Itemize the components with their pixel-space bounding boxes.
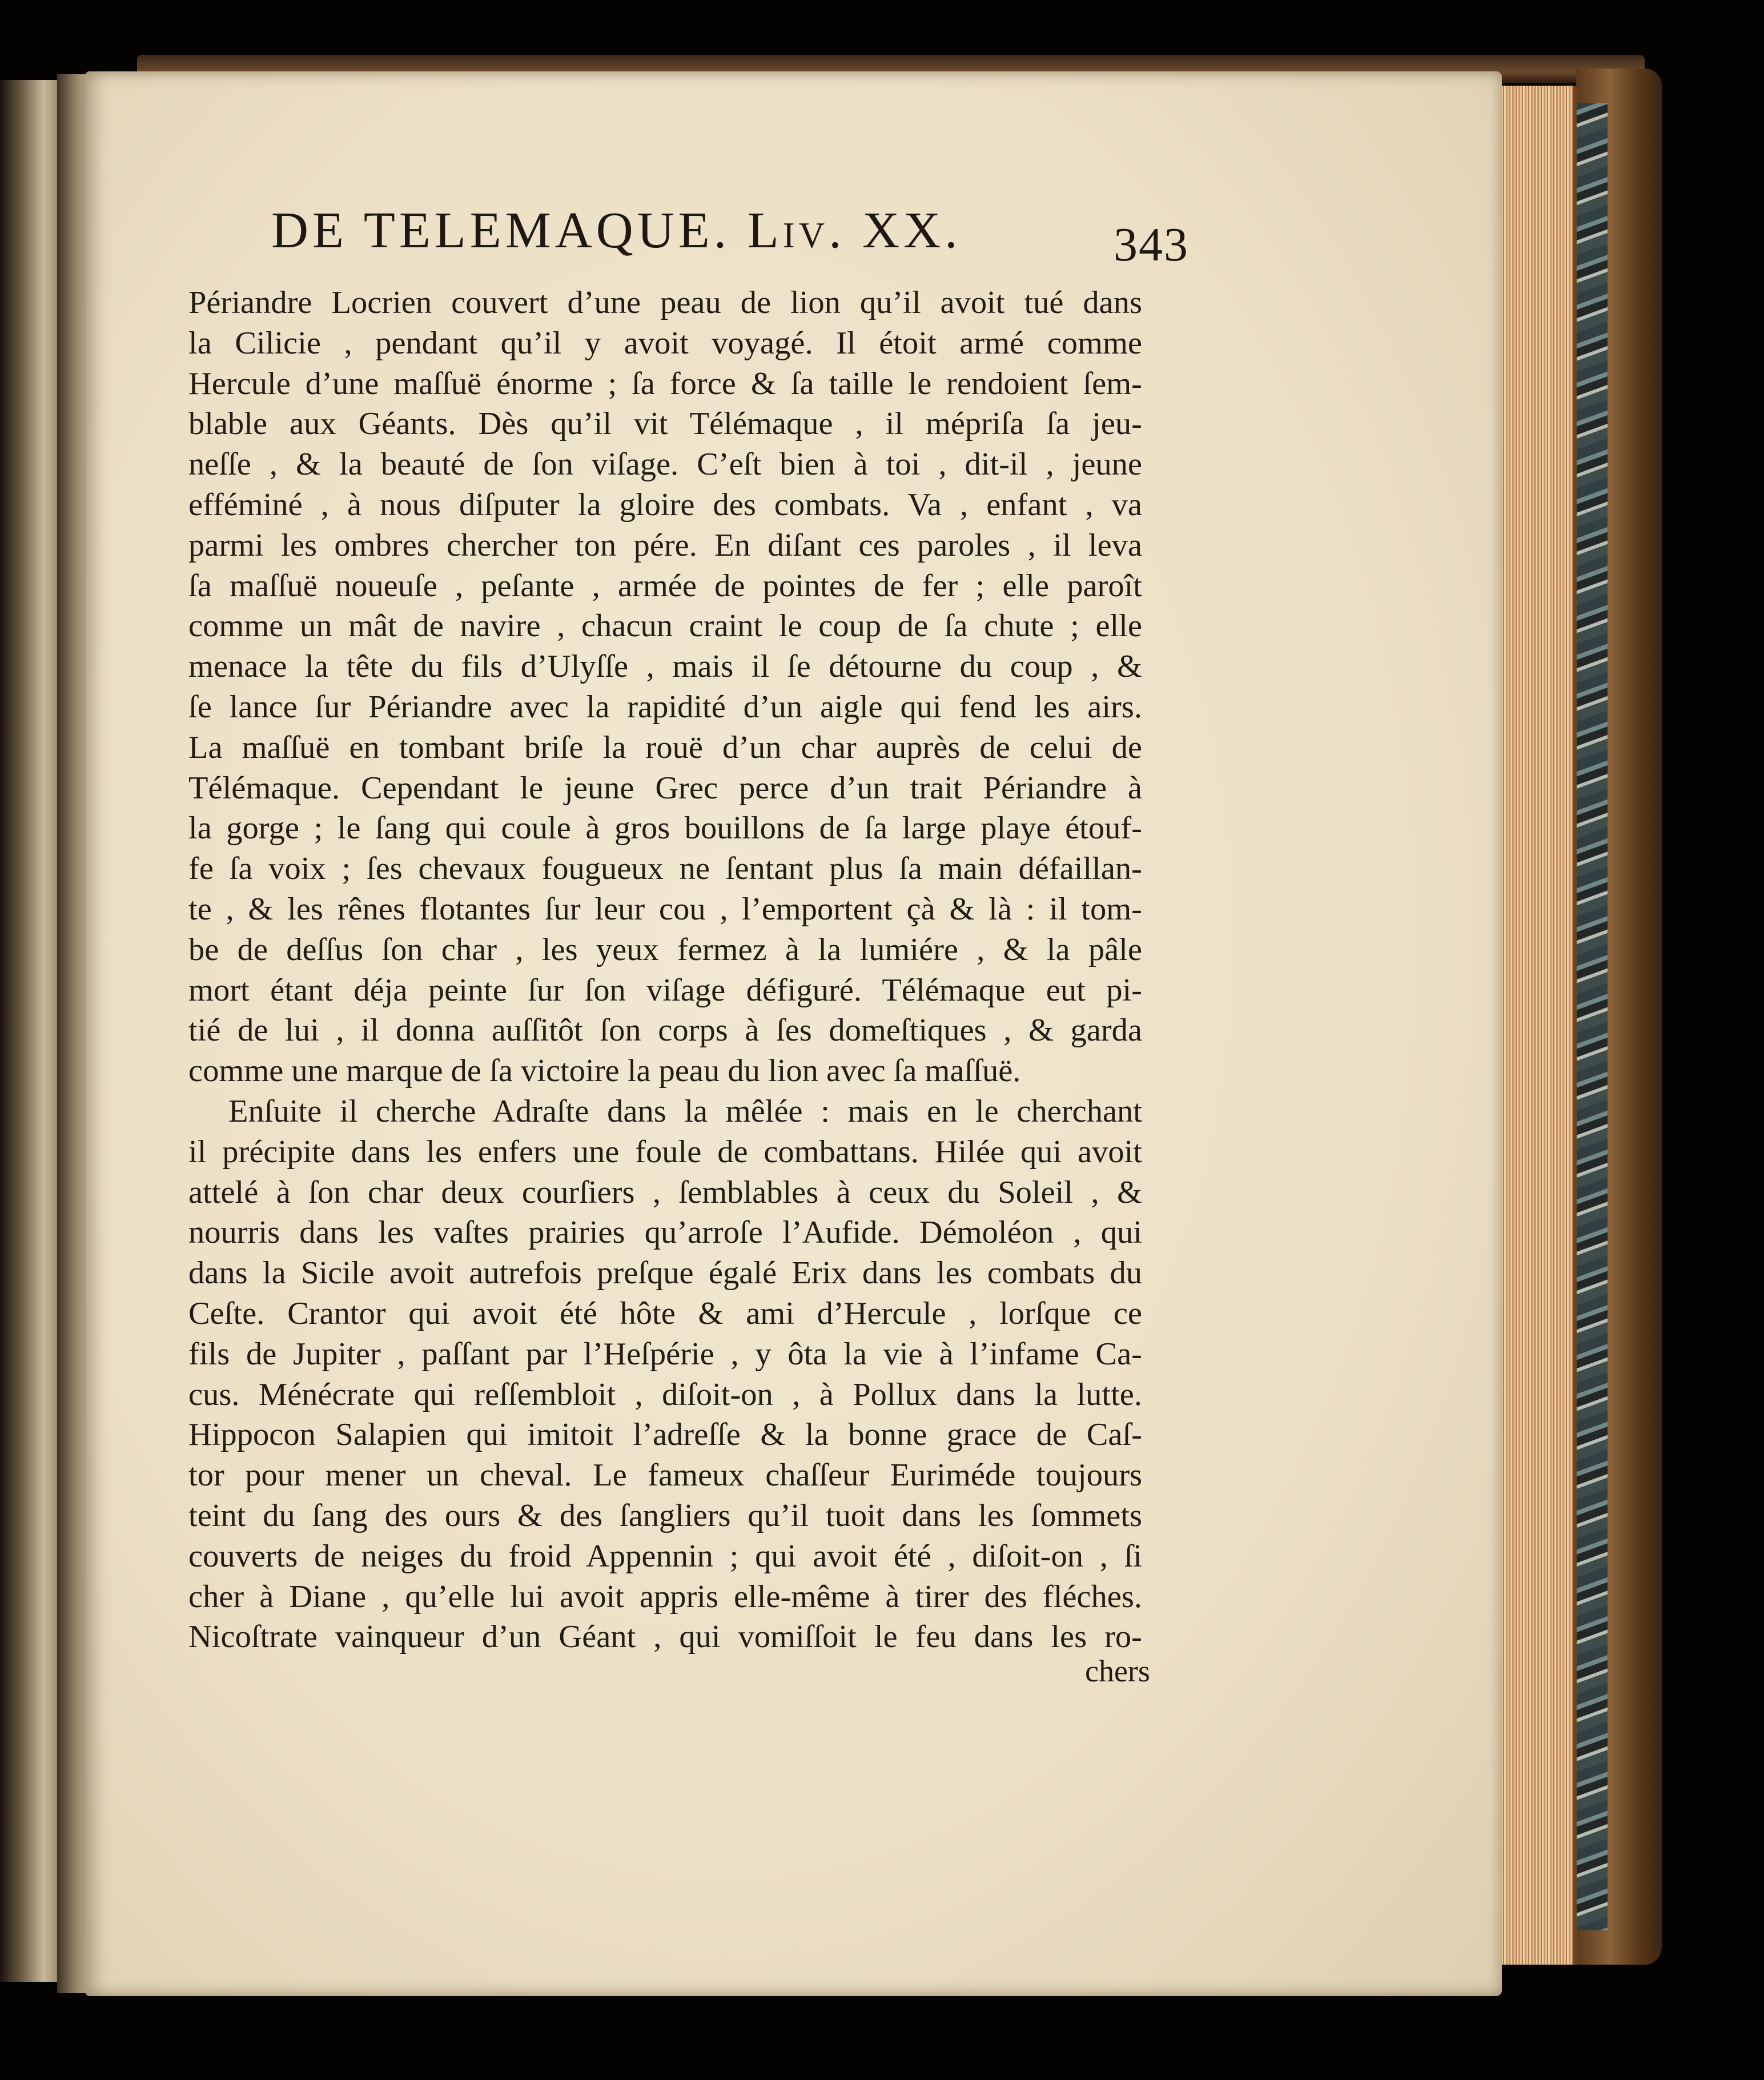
- catchword: chers: [1085, 1654, 1150, 1688]
- text-line: Hercule d’une maſſuë énorme ; ſa force & ſa taille le rendoient ſem-: [188, 366, 1142, 401]
- text-line: te , & les rênes flotantes ſur leur cou , l’emportent çà & là : il tom-: [188, 891, 1142, 927]
- text-line: Ceſte. Crantor qui avoit été hôte & ami d’Hercule , lorſque ce: [188, 1295, 1142, 1331]
- text-line: ſa maſſuë noueuſe , peſante , armée de pointes de fer ; elle paroît: [188, 568, 1142, 604]
- text-line: la gorge ; le ſang qui coule à gros bouillons de ſa large playe étouf-: [188, 810, 1142, 846]
- page-number: 343: [1114, 218, 1189, 271]
- text-line: comme un mât de navire , chacun craint le coup de ſa chute ; elle: [188, 608, 1142, 644]
- text-line: tié de lui , il donna auſſitôt ſon corps à ſes domeſtiques , & garda: [188, 1013, 1142, 1049]
- text-line: couverts de neiges du froid Appennin ; qui avoit été , diſoit-on , ſi: [188, 1538, 1142, 1574]
- left-page-sliver: [0, 80, 63, 1982]
- text-line: Périandre Locrien couvert d’une peau de lion qu’il avoit tué dans: [188, 285, 1142, 320]
- text-line: teint du ſang des ours & des ſangliers qu’il tuoit dans les ſommets: [188, 1497, 1142, 1533]
- text-line: Enſuite il cherche Adraſte dans la mêlée : mais en le cherchant: [228, 1093, 1142, 1129]
- text-line: dans la Sicile avoit autrefois preſque égalé Erix dans les combats du: [188, 1255, 1142, 1291]
- text-line: mort étant déja peinte ſur ſon viſage défiguré. Télémaque eut pi-: [188, 972, 1142, 1008]
- text-line: Télémaque. Cependant le jeune Grec perce d’un trait Périandre à: [188, 770, 1142, 806]
- text-line: menace la tête du fils d’Ulyſſe , mais il ſe détourne du coup , &: [188, 649, 1142, 685]
- text-line: be de deſſus ſon char , les yeux fermez à la lumiére , & la pâle: [188, 931, 1142, 967]
- running-head: [271, 201, 1219, 270]
- text-line: La maſſuë en tombant briſe la rouë d’un char auprès de celui de: [188, 729, 1142, 765]
- text-line: tor pour mener un cheval. Le fameux chaſſeur Euriméde toujours: [188, 1457, 1142, 1493]
- text-line: efféminé , à nous diſputer la gloire des combats. Va , enfant , va: [188, 487, 1142, 523]
- text-line: fe ſa voix ; ſes chevaux fougueux ne ſentant plus ſa main défaillan-: [188, 851, 1142, 887]
- page-edges: [1493, 86, 1577, 1965]
- text-line: blable aux Géants. Dès qu’il vit Télémaque , il mépriſa ſa jeu-: [188, 406, 1142, 442]
- text-line: Nicoſtrate vainqueur d’un Géant , qui vomiſſoit le feu dans les ro-: [188, 1619, 1142, 1655]
- text-line: nourris dans les vaſtes prairies qu’arroſe l’Aufide. Démoléon , qui: [188, 1215, 1142, 1251]
- text-line: il précipite dans les enfers une foule de combattans. Hilée qui avoit: [188, 1134, 1142, 1170]
- text-line: cus. Ménécrate qui reſſembloit , diſoit-on , à Pollux dans la lutte.: [188, 1376, 1142, 1412]
- body-text: [188, 283, 1142, 1657]
- text-line: cher à Diane , qu’elle lui avoit appris elle-même à tirer des fléches.: [188, 1579, 1142, 1615]
- text-line: fils de Jupiter , paſſant par l’Heſpérie , y ôta la vie à l’infame Ca-: [188, 1336, 1142, 1372]
- text-line: parmi les ombres chercher ton pére. En diſant ces paroles , il leva: [188, 527, 1142, 563]
- text-line: comme une marque de ſa victoire la peau du lion avec ſa maſſuë.: [188, 1053, 1021, 1089]
- text-line: ſe lance ſur Périandre avec la rapidité d’un aigle qui fend les airs.: [188, 689, 1142, 725]
- text-line: attelé à ſon char deux courſiers , ſemblables à ceux du Soleil , &: [188, 1174, 1142, 1210]
- running-head-title: DE TELEMAQUE. Liv. XX.: [271, 202, 962, 259]
- text-line: la Cilicie , pendant qu’il y avoit voyagé. Il étoit armé comme: [188, 325, 1142, 361]
- text-line: neſſe , & la beauté de ſon viſage. C’eſt bien à toi , dit-il , jeune: [188, 447, 1142, 483]
- text-line: Hippocon Salapien qui imitoit l’adreſſe & la bonne grace de Caſ-: [188, 1417, 1142, 1453]
